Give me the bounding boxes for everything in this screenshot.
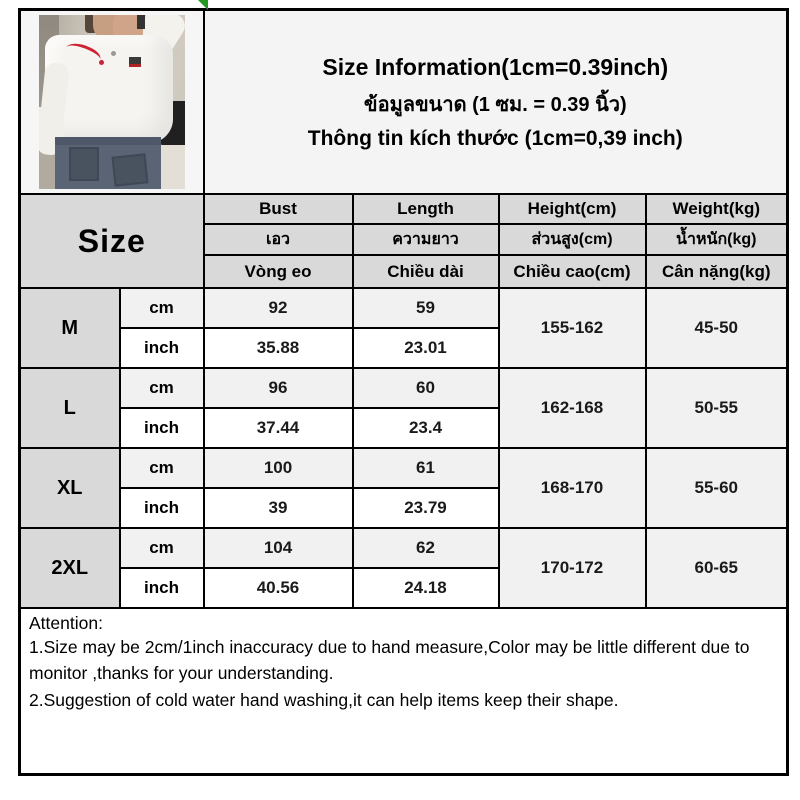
height-l: 162-168	[499, 368, 646, 448]
attention-box	[20, 608, 788, 775]
bust-cm-m: 92	[204, 288, 353, 328]
height-xl: 168-170	[499, 448, 646, 528]
table-row	[20, 368, 788, 408]
length-inch-l: 23.4	[353, 408, 499, 448]
size-cell-xl: XL	[20, 448, 120, 528]
unit-cell-inch: inch	[120, 568, 204, 608]
weight-m: 45-50	[646, 288, 788, 368]
length-inch-2xl: 24.18	[353, 568, 499, 608]
unit-cell-inch: inch	[120, 328, 204, 368]
header-row-en	[20, 194, 788, 224]
weight-xl: 55-60	[646, 448, 788, 528]
unit-cell-cm: cm	[120, 528, 204, 568]
title-line-th: ข้อมูลขนาด (1 ซม. = 0.39 นิ้ว)	[363, 93, 627, 116]
attention-heading: Attention:	[29, 613, 103, 633]
length-inch-xl: 23.79	[353, 488, 499, 528]
unit-cell-cm: cm	[120, 288, 204, 328]
size-table	[18, 8, 789, 776]
height-2xl: 170-172	[499, 528, 646, 608]
unit-cell-inch: inch	[120, 408, 204, 448]
column-header-bust-th: เอว	[204, 224, 353, 255]
column-header-weight-vi: Cân nặng(kg)	[646, 255, 788, 288]
title-line-vi: Thông tin kích thước (1cm=0,39 inch)	[307, 126, 683, 150]
unit-cell-inch: inch	[120, 488, 204, 528]
unit-cell-cm: cm	[120, 448, 204, 488]
column-header-bust-vi: Vòng eo	[204, 255, 353, 288]
unit-cell-cm: cm	[120, 368, 204, 408]
bust-inch-xl: 39	[204, 488, 353, 528]
column-header-height-th: ส่วนสูง(cm)	[499, 224, 646, 255]
title-cell	[204, 10, 788, 195]
column-header-length-en: Length	[353, 194, 499, 224]
product-photo	[39, 15, 185, 189]
column-header-weight-th: น้ำหนัก(kg)	[646, 224, 788, 255]
photo-skirt-waistband	[55, 137, 161, 145]
photo-neck-button	[111, 51, 116, 56]
header-banner-row	[20, 10, 788, 195]
column-header-length-vi: Chiều dài	[353, 255, 499, 288]
column-header-height-en: Height(cm)	[499, 194, 646, 224]
table-row	[20, 448, 788, 488]
bust-inch-2xl: 40.56	[204, 568, 353, 608]
green-corner-marker	[198, 0, 208, 10]
table-row	[20, 528, 788, 568]
length-cm-2xl: 62	[353, 528, 499, 568]
title-line-en: Size Information(1cm=0.39inch)	[322, 53, 669, 80]
attention-note-2: 2.Suggestion of cold water hand washing,it can help items keep their shape.	[29, 689, 619, 710]
column-header-bust-en: Bust	[204, 194, 353, 224]
photo-heart-mark	[99, 60, 104, 65]
weight-l: 50-55	[646, 368, 788, 448]
size-header: Size	[20, 194, 204, 288]
bust-cm-l: 96	[204, 368, 353, 408]
length-cm-m: 59	[353, 288, 499, 328]
table-row	[20, 288, 788, 328]
photo-cargo-pocket	[69, 147, 99, 181]
attention-row	[20, 608, 788, 775]
photo-phone	[137, 15, 145, 29]
photo-chest-logo	[129, 57, 141, 67]
size-cell-2xl: 2XL	[20, 528, 120, 608]
bust-inch-l: 37.44	[204, 408, 353, 448]
attention-note-1: 1.Size may be 2cm/1inch inaccuracy due to hand measure,Color may be little different due to monitor ,thanks for your understanding.	[29, 637, 750, 684]
length-inch-m: 23.01	[353, 328, 499, 368]
bust-cm-2xl: 104	[204, 528, 353, 568]
bust-inch-m: 35.88	[204, 328, 353, 368]
bust-cm-xl: 100	[204, 448, 353, 488]
column-header-height-vi: Chiều cao(cm)	[499, 255, 646, 288]
column-header-length-th: ความยาว	[353, 224, 499, 255]
height-m: 155-162	[499, 288, 646, 368]
weight-2xl: 60-65	[646, 528, 788, 608]
length-cm-xl: 61	[353, 448, 499, 488]
product-photo-cell	[20, 10, 204, 195]
size-cell-l: L	[20, 368, 120, 448]
length-cm-l: 60	[353, 368, 499, 408]
photo-cargo-pocket	[111, 153, 148, 186]
size-cell-m: M	[20, 288, 120, 368]
column-header-weight-en: Weight(kg)	[646, 194, 788, 224]
size-chart-sheet	[18, 8, 789, 776]
